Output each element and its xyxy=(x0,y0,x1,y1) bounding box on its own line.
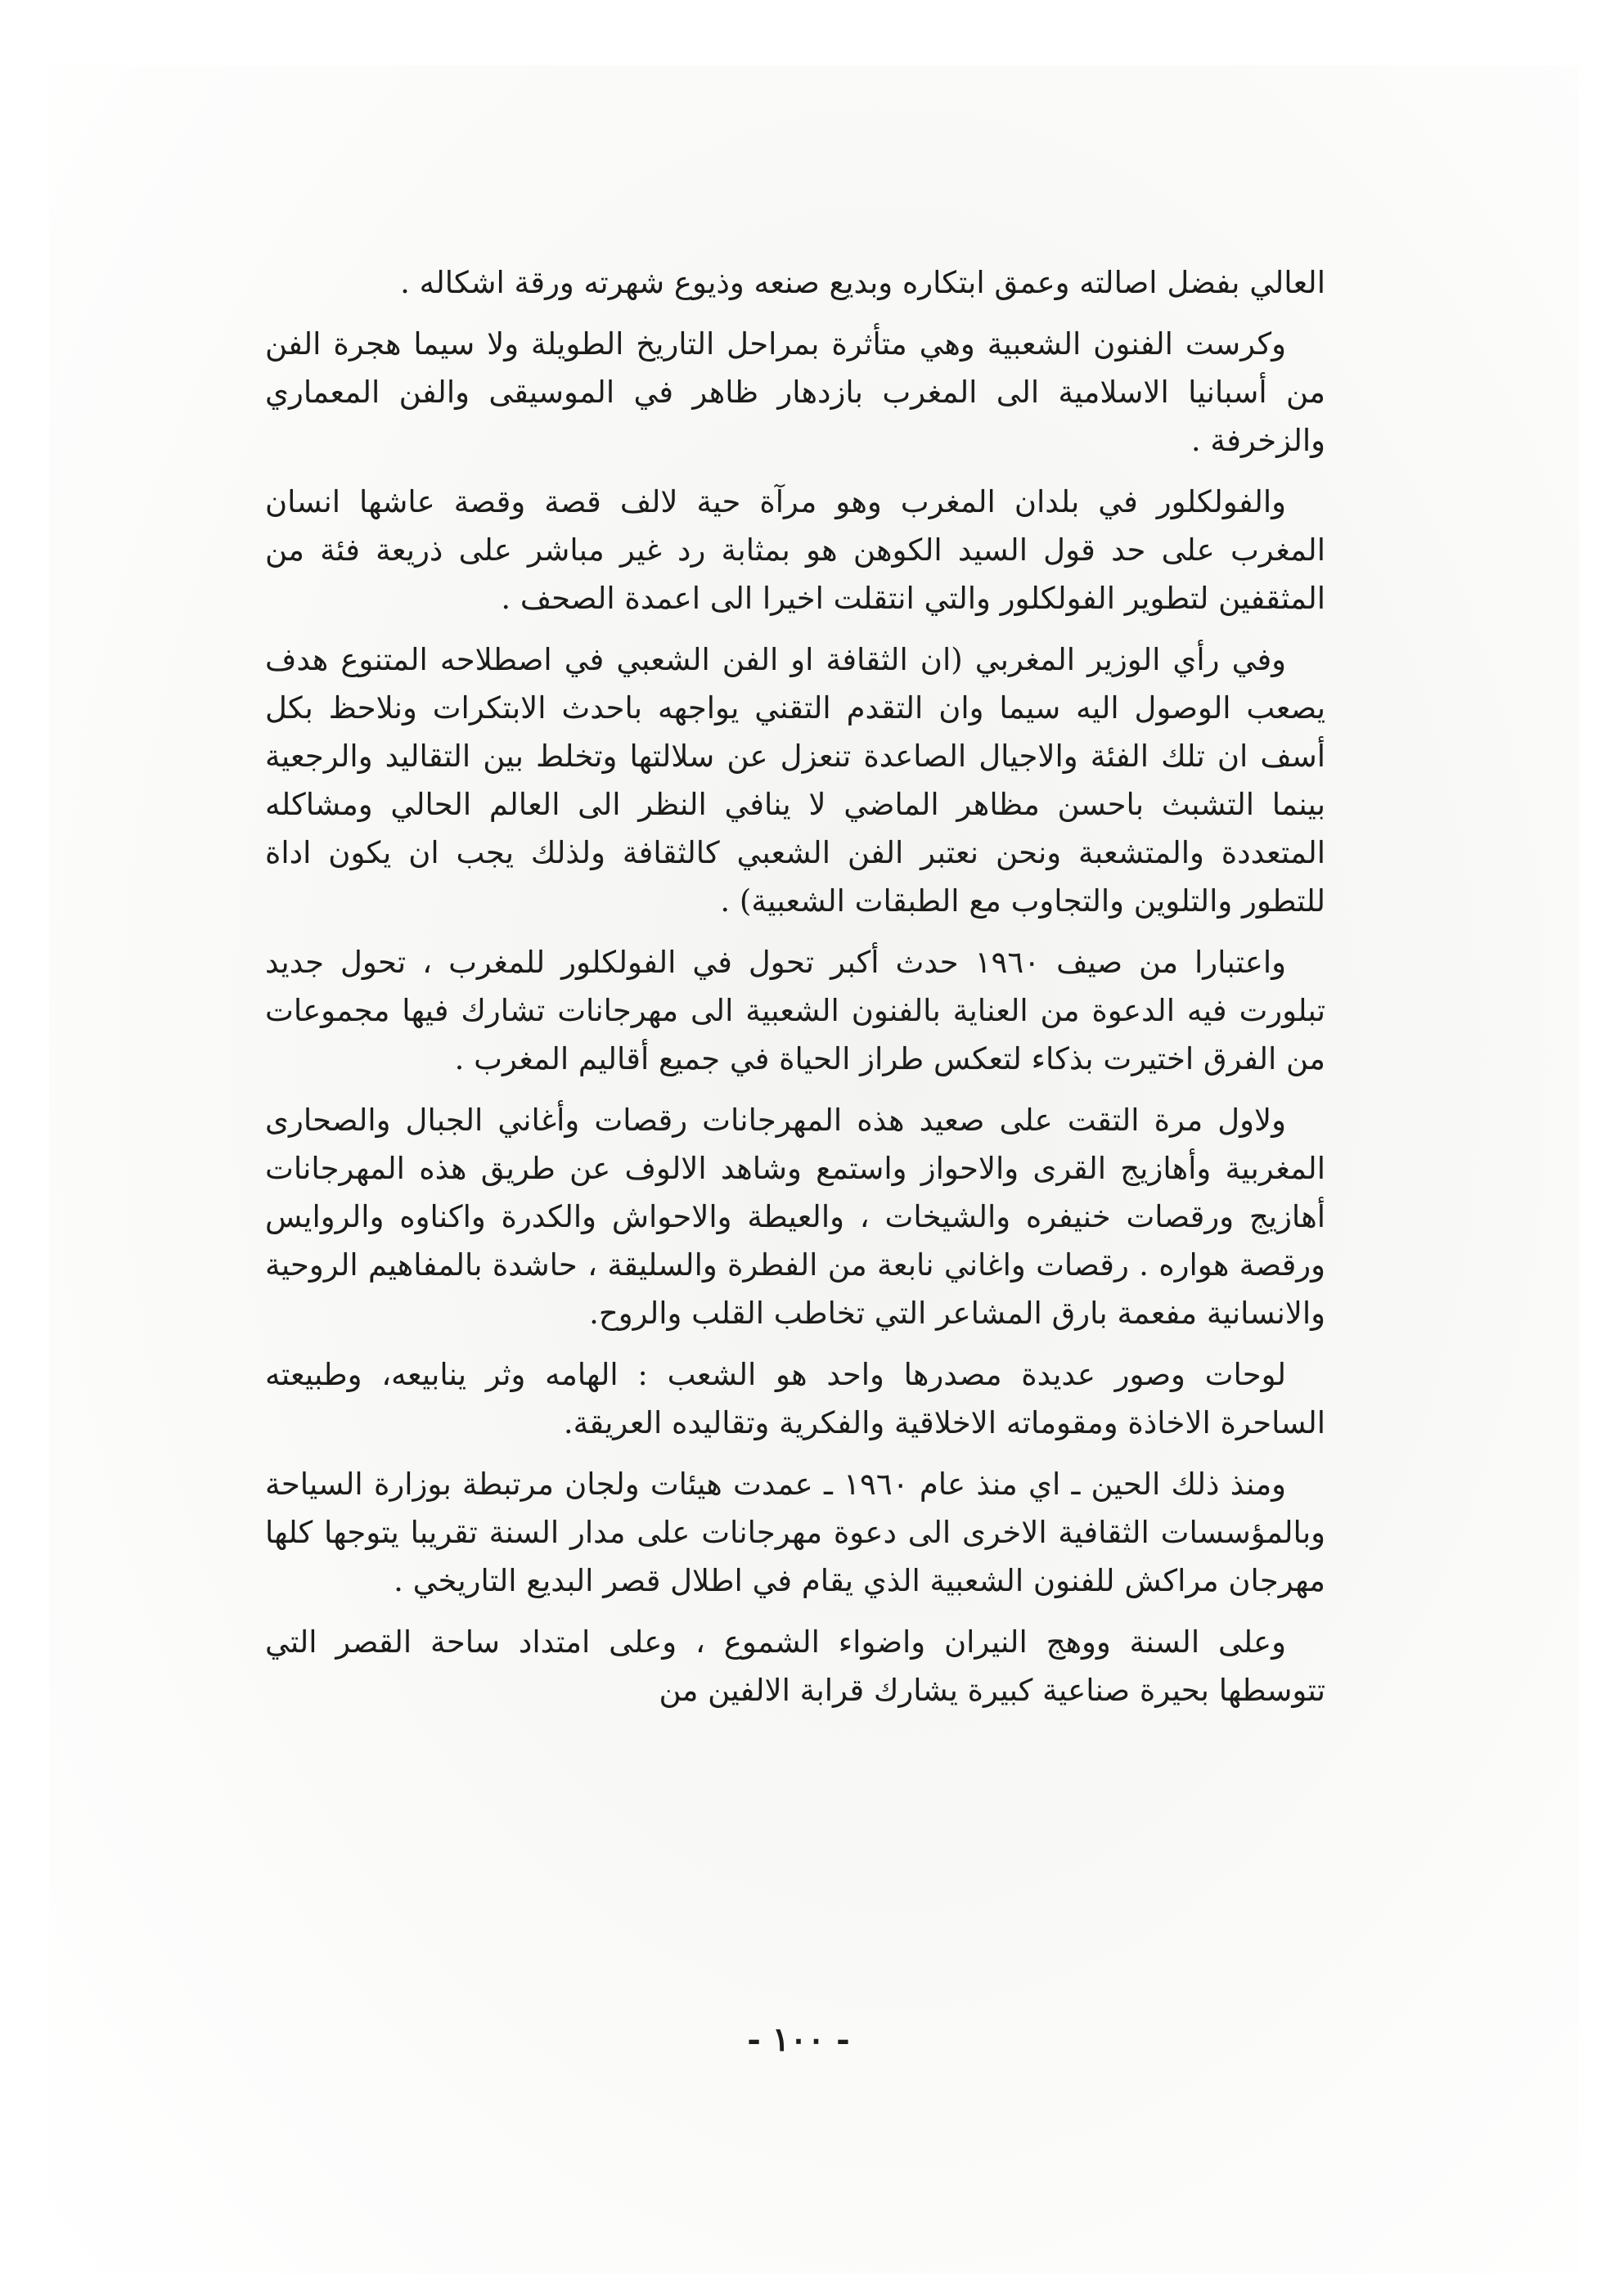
paragraph-8: ومنذ ذلك الحين ـ اي منذ عام ١٩٦٠ ـ عمدت هيئات ولجان مرتبطة بوزارة السياحة وبالمؤسسات الثقافية الاخرى الى دعوة مهرجانات على مدار السنة تقريبا يتوجها كلها مهرجان مراكش للفنون الشعبية الذي يقام في اطلال قصر البديع التاريخي . xyxy=(265,1467,1325,1598)
paragraph-5: واعتبارا من صيف ١٩٦٠ حدث أكبر تحول في الفولكلور للمغرب ، تحول جديد تبلورت فيه الدعوة من العناية بالفنون الشعبية الى مهرجانات تشارك فيها مجموعات من الفرق اختيرت بذكاء لتعكس طراز الحياة في جميع أقاليم المغرب . xyxy=(265,945,1325,1076)
page-number: - ١٠٠ - xyxy=(747,2020,850,2059)
paragraph-4: وفي رأي الوزير المغربي (ان الثقافة او الفن الشعبي في اصطلاحه المتنوع هدف يصعب الوصول اليه سيما وان التقدم التقني يواجهه باحدث الابتكرات ونلاحظ بكل أسف ان تلك الفئة والاجيال الصاعدة تنعزل عن سلالتها وتخلط بين التقاليد والرجعية بينما التشبث باحسن مظاهر الماضي لا ينافي النظر الى العالم الحالي ومشاكله المتعددة والمتشعبة ونحن نعتبر الفن الشعبي كالثقافة ولذلك يجب ان يكون اداة للتطور والتلوين والتجاوب مع الطبقات الشعبية) . xyxy=(265,642,1325,919)
paragraph-2: وكرست الفنون الشعبية وهي متأثرة بمراحل التاريخ الطويلة ولا سيما هجرة الفن من أسبانيا الاسلامية الى المغرب بازدهار ظاهر في الموسيقى والفن المعماري والزخرفة . xyxy=(265,326,1325,458)
body-text xyxy=(265,258,1325,1728)
paragraph-9: وعلى السنة ووهج النيران واضواء الشموع ، وعلى امتداد ساحة القصر التي تتوسطها بحيرة صناعية كبيرة يشارك قرابة الالفين من xyxy=(265,1624,1325,1708)
paragraph-3: والفولكلور في بلدان المغرب وهو مرآة حية لالف قصة وقصة عاشها انسان المغرب على حد قول السيد الكوهن هو بمثابة رد غير مباشر على ذريعة فئة من المثقفين لتطوير الفولكلور والتي انتقلت اخيرا الى اعمدة الصحف . xyxy=(265,484,1325,616)
paragraph-1: العالي بفضل اصالته وعمق ابتكاره وبديع صنعه وذيوع شهرته ورقة اشكاله . xyxy=(400,265,1325,300)
paragraph-7: لوحات وصور عديدة مصدرها واحد هو الشعب : الهامه وثر ينابيعه، وطبيعته الساحرة الاخاذة ومقوماته الاخلاقية والفكرية وتقاليده العريقة. xyxy=(265,1357,1325,1440)
paragraph-6: ولاول مرة التقت على صعيد هذه المهرجانات رقصات وأغاني الجبال والصحارى المغربية وأهازيج القرى والاحواز واستمع وشاهد الالوف عن طريق هذه المهرجانات أهازيج ورقصات خنيفره والشيخات ، والعيطة والاحواش والكدرة واكناوه والروايس ورقصة هواره . رقصات واغاني نابعة من الفطرة والسليقة ، حاشدة بالمفاهيم الروحية والانسانية مفعمة بارق المشاعر التي تخاطب القلب والروح. xyxy=(265,1103,1325,1331)
